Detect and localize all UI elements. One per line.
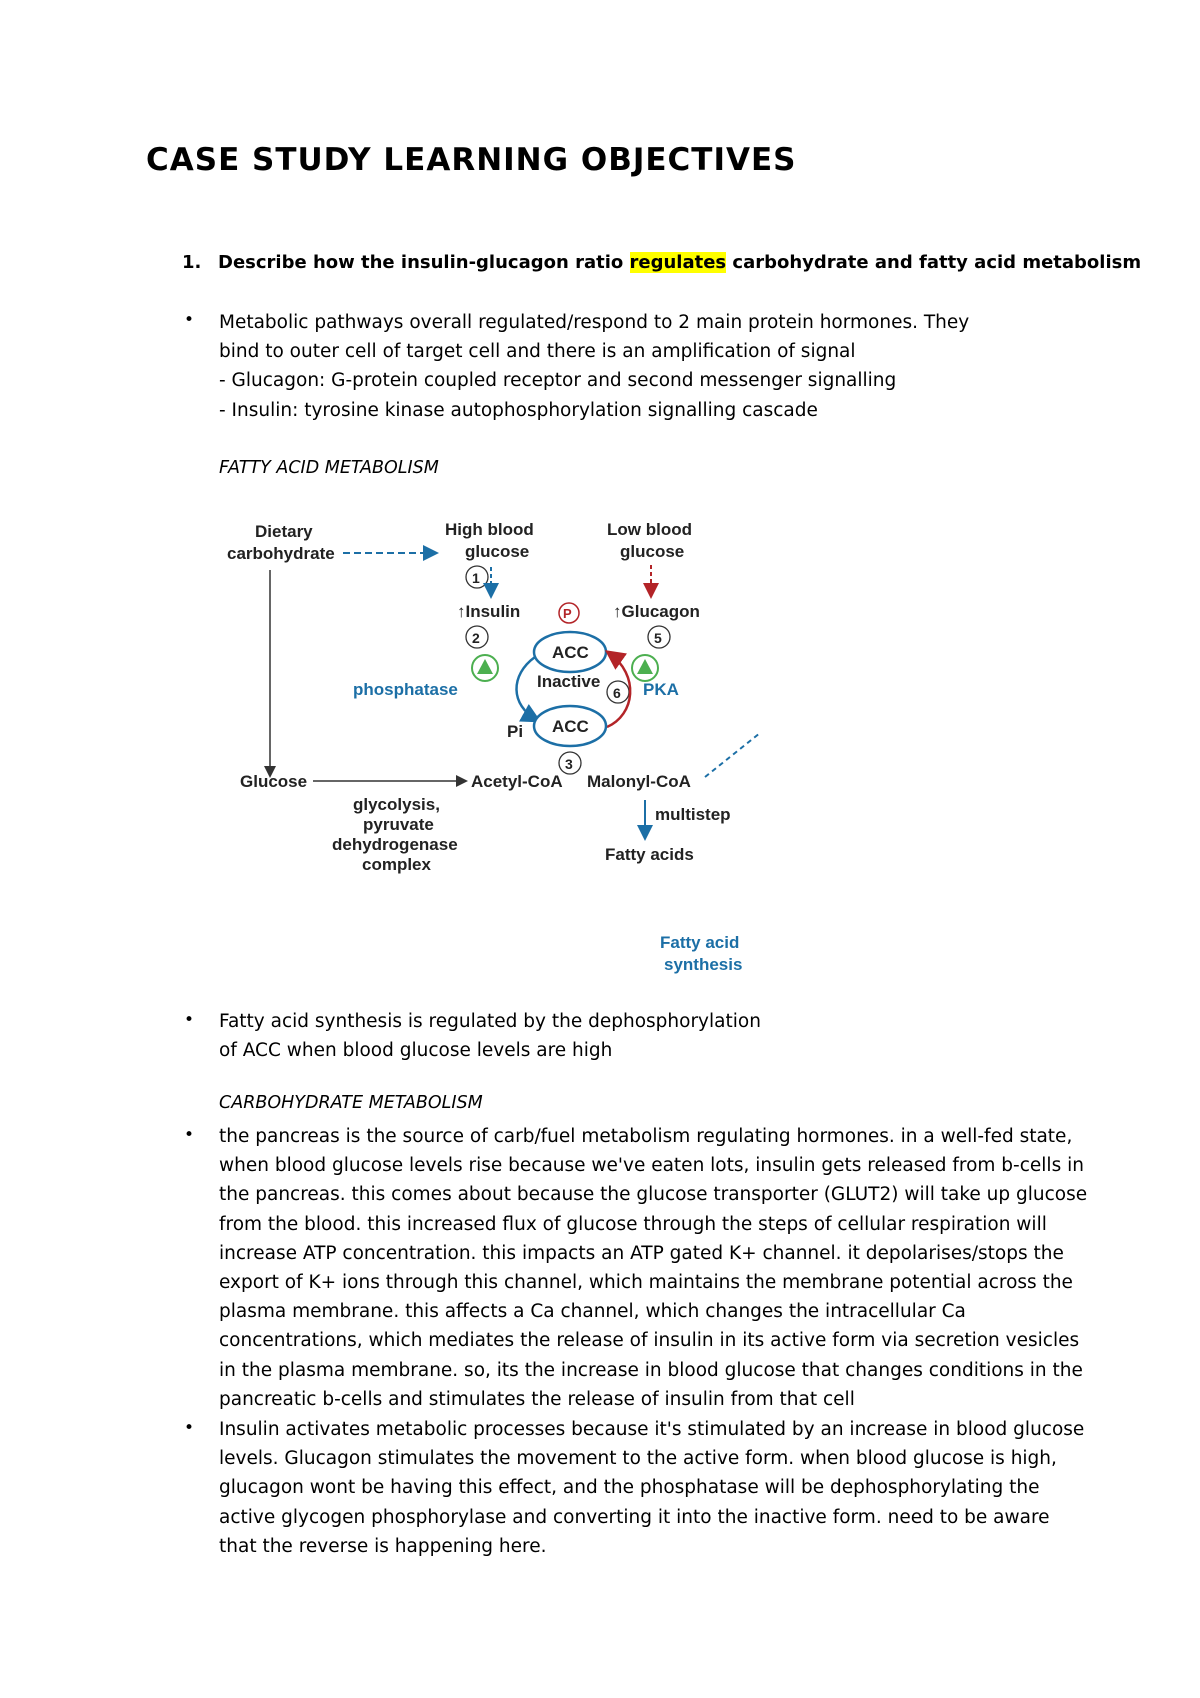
insulin-label: ↑Insulin [457, 602, 521, 621]
bullet-icon: • [184, 310, 195, 330]
carbohydrate-paragraph-1 [219, 1122, 1087, 1414]
dietary-label-line2: carbohydrate [227, 544, 335, 563]
step-3-number: 3 [565, 756, 573, 772]
fatty-acid-heading: FATTY ACID METABOLISM [219, 458, 439, 478]
multistep-label: multistep [655, 805, 731, 824]
text-line: when blood glucose levels rise because we've eaten lots, insulin gets released from b-cells in [219, 1155, 1084, 1177]
text-line: plasma membrane. this affects a Ca channel, which changes the intracellular Ca [219, 1301, 966, 1323]
dietary-label: Dietary [255, 522, 313, 541]
text-line: of ACC when blood glucose levels are high [219, 1040, 613, 1062]
highlighted-word: regulates [629, 252, 727, 273]
objective-number: 1. [182, 252, 202, 273]
step-5-number: 5 [654, 630, 662, 646]
diagram-caption-line2: synthesis [664, 955, 743, 974]
dephosphorylation-arrow [516, 657, 537, 720]
bullet-icon: • [184, 1010, 195, 1030]
objective-text-end: carbohydrate and fatty acid metabolism [726, 252, 1142, 273]
glucagon-label: ↑Glucagon [613, 602, 700, 621]
text-line: - Insulin: tyrosine kinase autophosphorylation signalling cascade [219, 399, 818, 421]
intro-paragraph [219, 308, 969, 425]
high-glucose-label-line2: glucose [465, 542, 530, 561]
text-line: active glycogen phosphorylase and converting it into the inactive form. need to be aware [219, 1506, 1050, 1528]
complex-label: complex [362, 855, 431, 874]
pka-label: PKA [643, 680, 679, 699]
diagram-caption: Fatty acid [660, 933, 740, 952]
text-line: Insulin activates metabolic processes because it's stimulated by an increase in blood glucose [219, 1419, 1085, 1440]
text-line: the pancreas is the source of carb/fuel metabolism regulating hormones. in a well-fed state, [219, 1126, 1073, 1147]
acc-inactive-label: ACC [552, 643, 589, 662]
objective-text [218, 252, 1141, 273]
acetyl-coa-label: Acetyl-CoA [471, 772, 563, 791]
pyruvate-label: pyruvate [363, 815, 434, 834]
text-line: that the reverse is happening here. [219, 1535, 547, 1557]
fatty-acid-paragraph [219, 1007, 761, 1065]
phosphatase-label: phosphatase [353, 680, 458, 699]
inactive-label: Inactive [537, 672, 601, 691]
text-line: in the plasma membrane. so, its the increase in blood glucose that changes conditions in the [219, 1359, 1083, 1381]
pi-label: Pi [507, 722, 524, 741]
fatty-acids-label: Fatty acids [605, 845, 694, 864]
carbohydrate-paragraph-2 [219, 1415, 1084, 1561]
dehydrogenase-label: dehydrogenase [332, 835, 458, 854]
text-line: concentrations, which mediates the release of insulin in its active form via secretion vesicles [219, 1330, 1080, 1352]
glucose-label: Glucose [240, 772, 308, 791]
step-2-number: 2 [472, 630, 480, 646]
malonyl-coa-label: Malonyl-CoA [587, 772, 691, 791]
text-line: the pancreas. this comes about because the glucose transporter (GLUT2) will take up glucose [219, 1184, 1088, 1206]
text-line: glucagon wont be having this effect, and the phosphatase will be dephosphorylating the [219, 1477, 1040, 1499]
high-glucose-label: High blood [445, 520, 534, 539]
bullet-icon: • [184, 1125, 195, 1145]
fatty-acid-synthesis-diagram [215, 515, 775, 985]
objective-text-start: Describe how the insulin-glucagon ratio [218, 252, 630, 273]
phosphate-label: P [563, 606, 572, 621]
text-line: - Glucagon: G-protein coupled receptor and second messenger signalling [219, 370, 897, 392]
step-6-number: 6 [613, 685, 621, 701]
glycolysis-label: glycolysis, [353, 795, 440, 814]
low-glucose-label-line2: glucose [620, 542, 685, 561]
step-1-number: 1 [472, 570, 480, 586]
diagram-svg [215, 515, 775, 985]
text-line: pancreatic b-cells and stimulates the release of insulin from that cell [219, 1388, 855, 1410]
feedback-dashed-line [705, 733, 760, 777]
text-line: export of K+ ions through this channel, which maintains the membrane potential across the [219, 1272, 1073, 1294]
low-glucose-label: Low blood [607, 520, 692, 539]
text-line: bind to outer cell of target cell and there is an amplification of signal [219, 341, 856, 363]
text-line: Metabolic pathways overall regulated/respond to 2 main protein hormones. They [219, 312, 970, 333]
page-title: CASE STUDY LEARNING OBJECTIVES [146, 142, 797, 178]
text-line: increase ATP concentration. this impacts an ATP gated K+ channel. it depolarises/stops the [219, 1242, 1064, 1264]
text-line: levels. Glucagon stimulates the movement to the active form. when blood glucose is high, [219, 1448, 1057, 1470]
acc-active-label: ACC [552, 717, 589, 736]
carbohydrate-heading: CARBOHYDRATE METABOLISM [219, 1093, 483, 1113]
bullet-icon: • [184, 1418, 195, 1438]
text-line: from the blood. this increased flux of glucose through the steps of cellular respiration will [219, 1213, 1047, 1235]
text-line: Fatty acid synthesis is regulated by the dephosphorylation [219, 1011, 761, 1032]
